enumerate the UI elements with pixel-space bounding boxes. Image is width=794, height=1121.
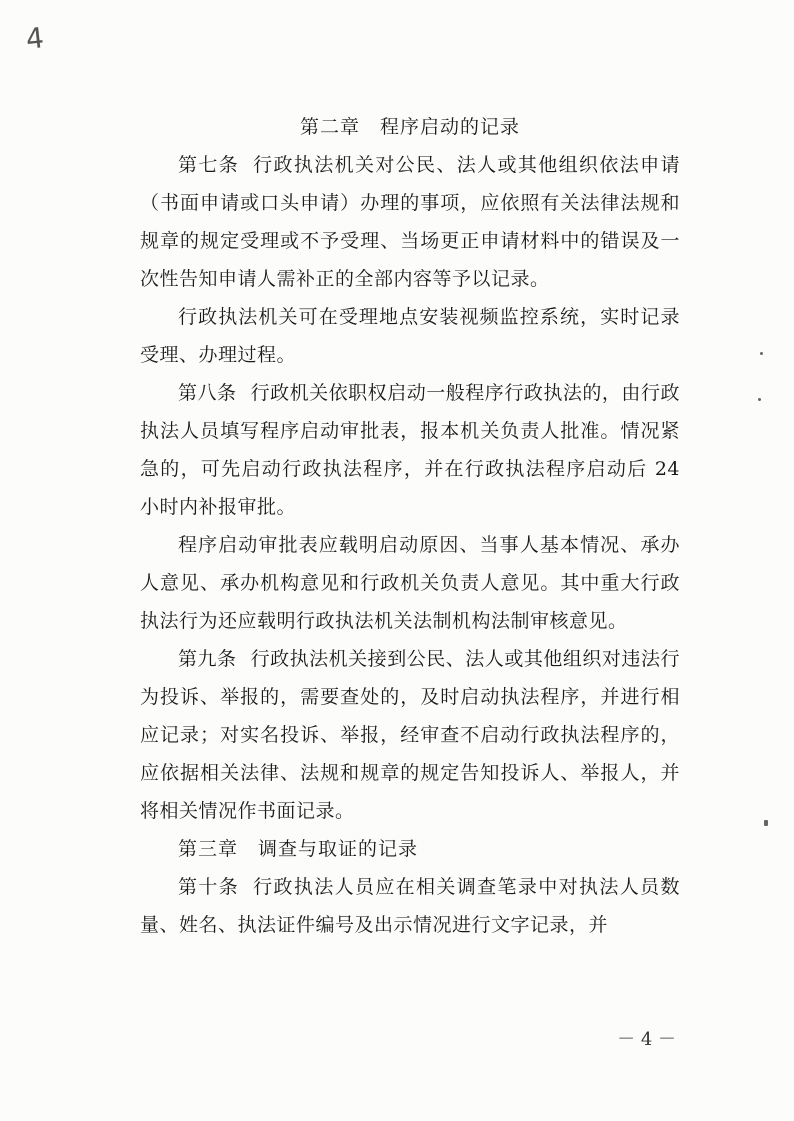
article-7-text-2: 行政执法机关可在受理地点安装视频监控系统，实时记录受理、办理过程。 <box>140 306 680 366</box>
chapter-3-number: 第三章 <box>178 838 239 860</box>
article-8-label: 第八条 <box>178 382 237 404</box>
article-7-paragraph-2 <box>140 298 680 374</box>
chapter-2-number: 第二章 <box>299 116 360 138</box>
chapter-2-title: 程序启动的记录 <box>380 116 521 138</box>
scan-speck <box>758 398 761 401</box>
article-7-label: 第七条 <box>178 154 240 176</box>
chapter-3-title: 调查与取证的记录 <box>258 838 419 860</box>
handwritten-page-mark: 4 <box>24 21 46 56</box>
article-10-text: 行政执法人员应在相关调查笔录中对执法人员数量、姓名、执法证件编号及出示情况进行文字记录，并 <box>140 876 680 936</box>
scan-speck <box>760 352 763 355</box>
scan-speck <box>764 820 768 826</box>
article-8-paragraph-2 <box>140 526 680 640</box>
article-9-label: 第九条 <box>178 648 237 670</box>
chapter-2-heading <box>140 108 680 146</box>
article-7-paragraph <box>140 146 680 298</box>
article-9-text: 行政执法机关接到公民、法人或其他组织对违法行为投诉、举报的，需要查处的，及时启动执法程序，并进行相应记录；对实名投诉、举报，经审查不启动行政执法程序的，应依据相关法律、法规和规章的规定告知投诉人、举报人，并将相关情况作书面记录。 <box>140 648 680 822</box>
chapter-3-heading <box>140 830 680 868</box>
article-7-text: 行政执法机关对公民、法人或其他组织依法申请（书面申请或口头申请）办理的事项，应依照有关法律法规和规章的规定受理或不予受理、当场更正申请材料中的错误及一次性告知申请人需补正的全部内容等予以记录。 <box>140 154 680 290</box>
article-10-paragraph <box>140 868 680 944</box>
article-8-text: 行政机关依职权启动一般程序行政执法的，由行政执法人员填写程序启动审批表，报本机关负责人批准。情况紧急的，可先启动行政执法程序，并在行政执法程序启动后 24 小时内补报审批。 <box>140 382 680 518</box>
article-8-paragraph <box>140 374 680 526</box>
article-9-paragraph <box>140 640 680 830</box>
article-10-label: 第十条 <box>178 876 240 898</box>
document-body <box>140 108 680 944</box>
article-8-text-2: 程序启动审批表应载明启动原因、当事人基本情况、承办人意见、承办机构意见和行政机关负责人意见。其中重大行政执法行为还应载明行政执法机关法制机构法制审核意见。 <box>140 534 680 632</box>
page-number: － 4 － <box>617 1029 676 1050</box>
